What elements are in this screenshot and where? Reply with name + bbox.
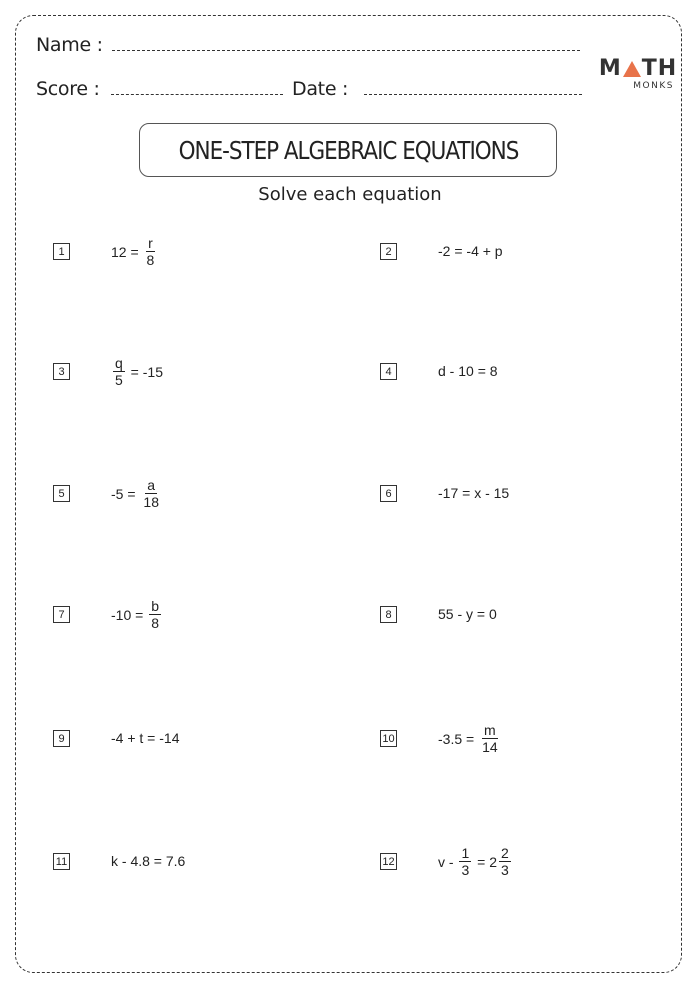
- math-monks-logo: [600, 58, 676, 91]
- problem-12: [380, 845, 509, 878]
- name-field[interactable]: [36, 34, 580, 56]
- triangle-icon: [623, 61, 641, 77]
- eq-text: = -15: [126, 363, 163, 380]
- date-blank[interactable]: [364, 93, 582, 95]
- problem-10: [380, 722, 498, 755]
- logo-m: M: [598, 56, 622, 81]
- score-field[interactable]: [36, 78, 283, 100]
- equation: k - 4.8 = 7.6: [111, 853, 186, 869]
- name-label: Name :: [36, 34, 103, 56]
- problem-7: [53, 598, 159, 631]
- numerator: b: [151, 598, 159, 614]
- fraction: [459, 845, 471, 878]
- eq-text: -3.5 =: [438, 730, 479, 747]
- equation: [438, 722, 502, 755]
- numerator: 1: [461, 845, 470, 861]
- equation: -2 = -4 + p: [438, 243, 503, 259]
- name-blank[interactable]: [112, 49, 580, 51]
- problem-number: 4: [380, 363, 397, 380]
- denominator: 3: [501, 862, 509, 878]
- problem-number: 7: [53, 606, 70, 623]
- denominator: 5: [115, 372, 123, 388]
- fraction: [141, 477, 161, 510]
- page-title: ONE-STEP ALGEBRAIC EQUATIONS: [178, 135, 518, 165]
- equation: [438, 845, 513, 878]
- numerator: q: [115, 355, 123, 371]
- instructions: Solve each equation: [258, 184, 442, 205]
- equation: [111, 477, 163, 510]
- equation: [111, 355, 163, 388]
- problem-5: [53, 477, 159, 510]
- score-label: Score :: [36, 78, 100, 100]
- date-field[interactable]: [292, 78, 582, 100]
- denominator: 14: [482, 739, 498, 755]
- title-box: [139, 123, 557, 177]
- problem-number: 8: [380, 606, 397, 623]
- problem-8: [380, 606, 497, 623]
- fraction: [149, 598, 161, 631]
- problem-2: [380, 243, 503, 260]
- problem-number: 11: [53, 853, 70, 870]
- equation: [111, 598, 163, 631]
- fraction: [480, 722, 500, 755]
- problem-3: [53, 355, 163, 388]
- equation: [111, 235, 158, 268]
- denominator: 8: [151, 615, 159, 631]
- fraction: [499, 845, 511, 878]
- problem-number: 2: [380, 243, 397, 260]
- denominator: 18: [143, 494, 159, 510]
- problem-number: 1: [53, 243, 70, 260]
- fraction: [145, 235, 157, 268]
- problem-number: 5: [53, 485, 70, 502]
- problem-11: [53, 853, 186, 870]
- problem-9: [53, 730, 180, 747]
- denominator: 3: [461, 862, 470, 878]
- equation: -17 = x - 15: [438, 485, 510, 501]
- numerator: m: [484, 722, 496, 738]
- problem-number: 12: [380, 853, 397, 870]
- equation: d - 10 = 8: [438, 363, 498, 379]
- problem-1: [53, 235, 155, 268]
- numerator: 2: [501, 845, 509, 861]
- equation: -4 + t = -14: [111, 730, 180, 746]
- numerator: a: [147, 477, 156, 493]
- date-label: Date :: [292, 78, 349, 100]
- eq-text: = 2: [473, 853, 497, 870]
- eq-text: v -: [438, 853, 458, 870]
- problem-number: 3: [53, 363, 70, 380]
- denominator: 8: [146, 252, 155, 268]
- logo-sub: MONKS: [633, 81, 674, 91]
- eq-text: -5 =: [111, 485, 140, 502]
- problem-number: 10: [380, 730, 397, 747]
- problem-6: [380, 485, 510, 502]
- score-blank[interactable]: [111, 93, 283, 95]
- problem-number: 9: [53, 730, 70, 747]
- problem-number: 6: [380, 485, 397, 502]
- logo-th: TH: [641, 56, 678, 81]
- fraction: [113, 355, 125, 388]
- problem-4: [380, 363, 498, 380]
- numerator: r: [148, 235, 153, 251]
- eq-text: -10 =: [111, 606, 148, 623]
- equation: 55 - y = 0: [438, 606, 497, 622]
- eq-text: 12 =: [111, 243, 143, 260]
